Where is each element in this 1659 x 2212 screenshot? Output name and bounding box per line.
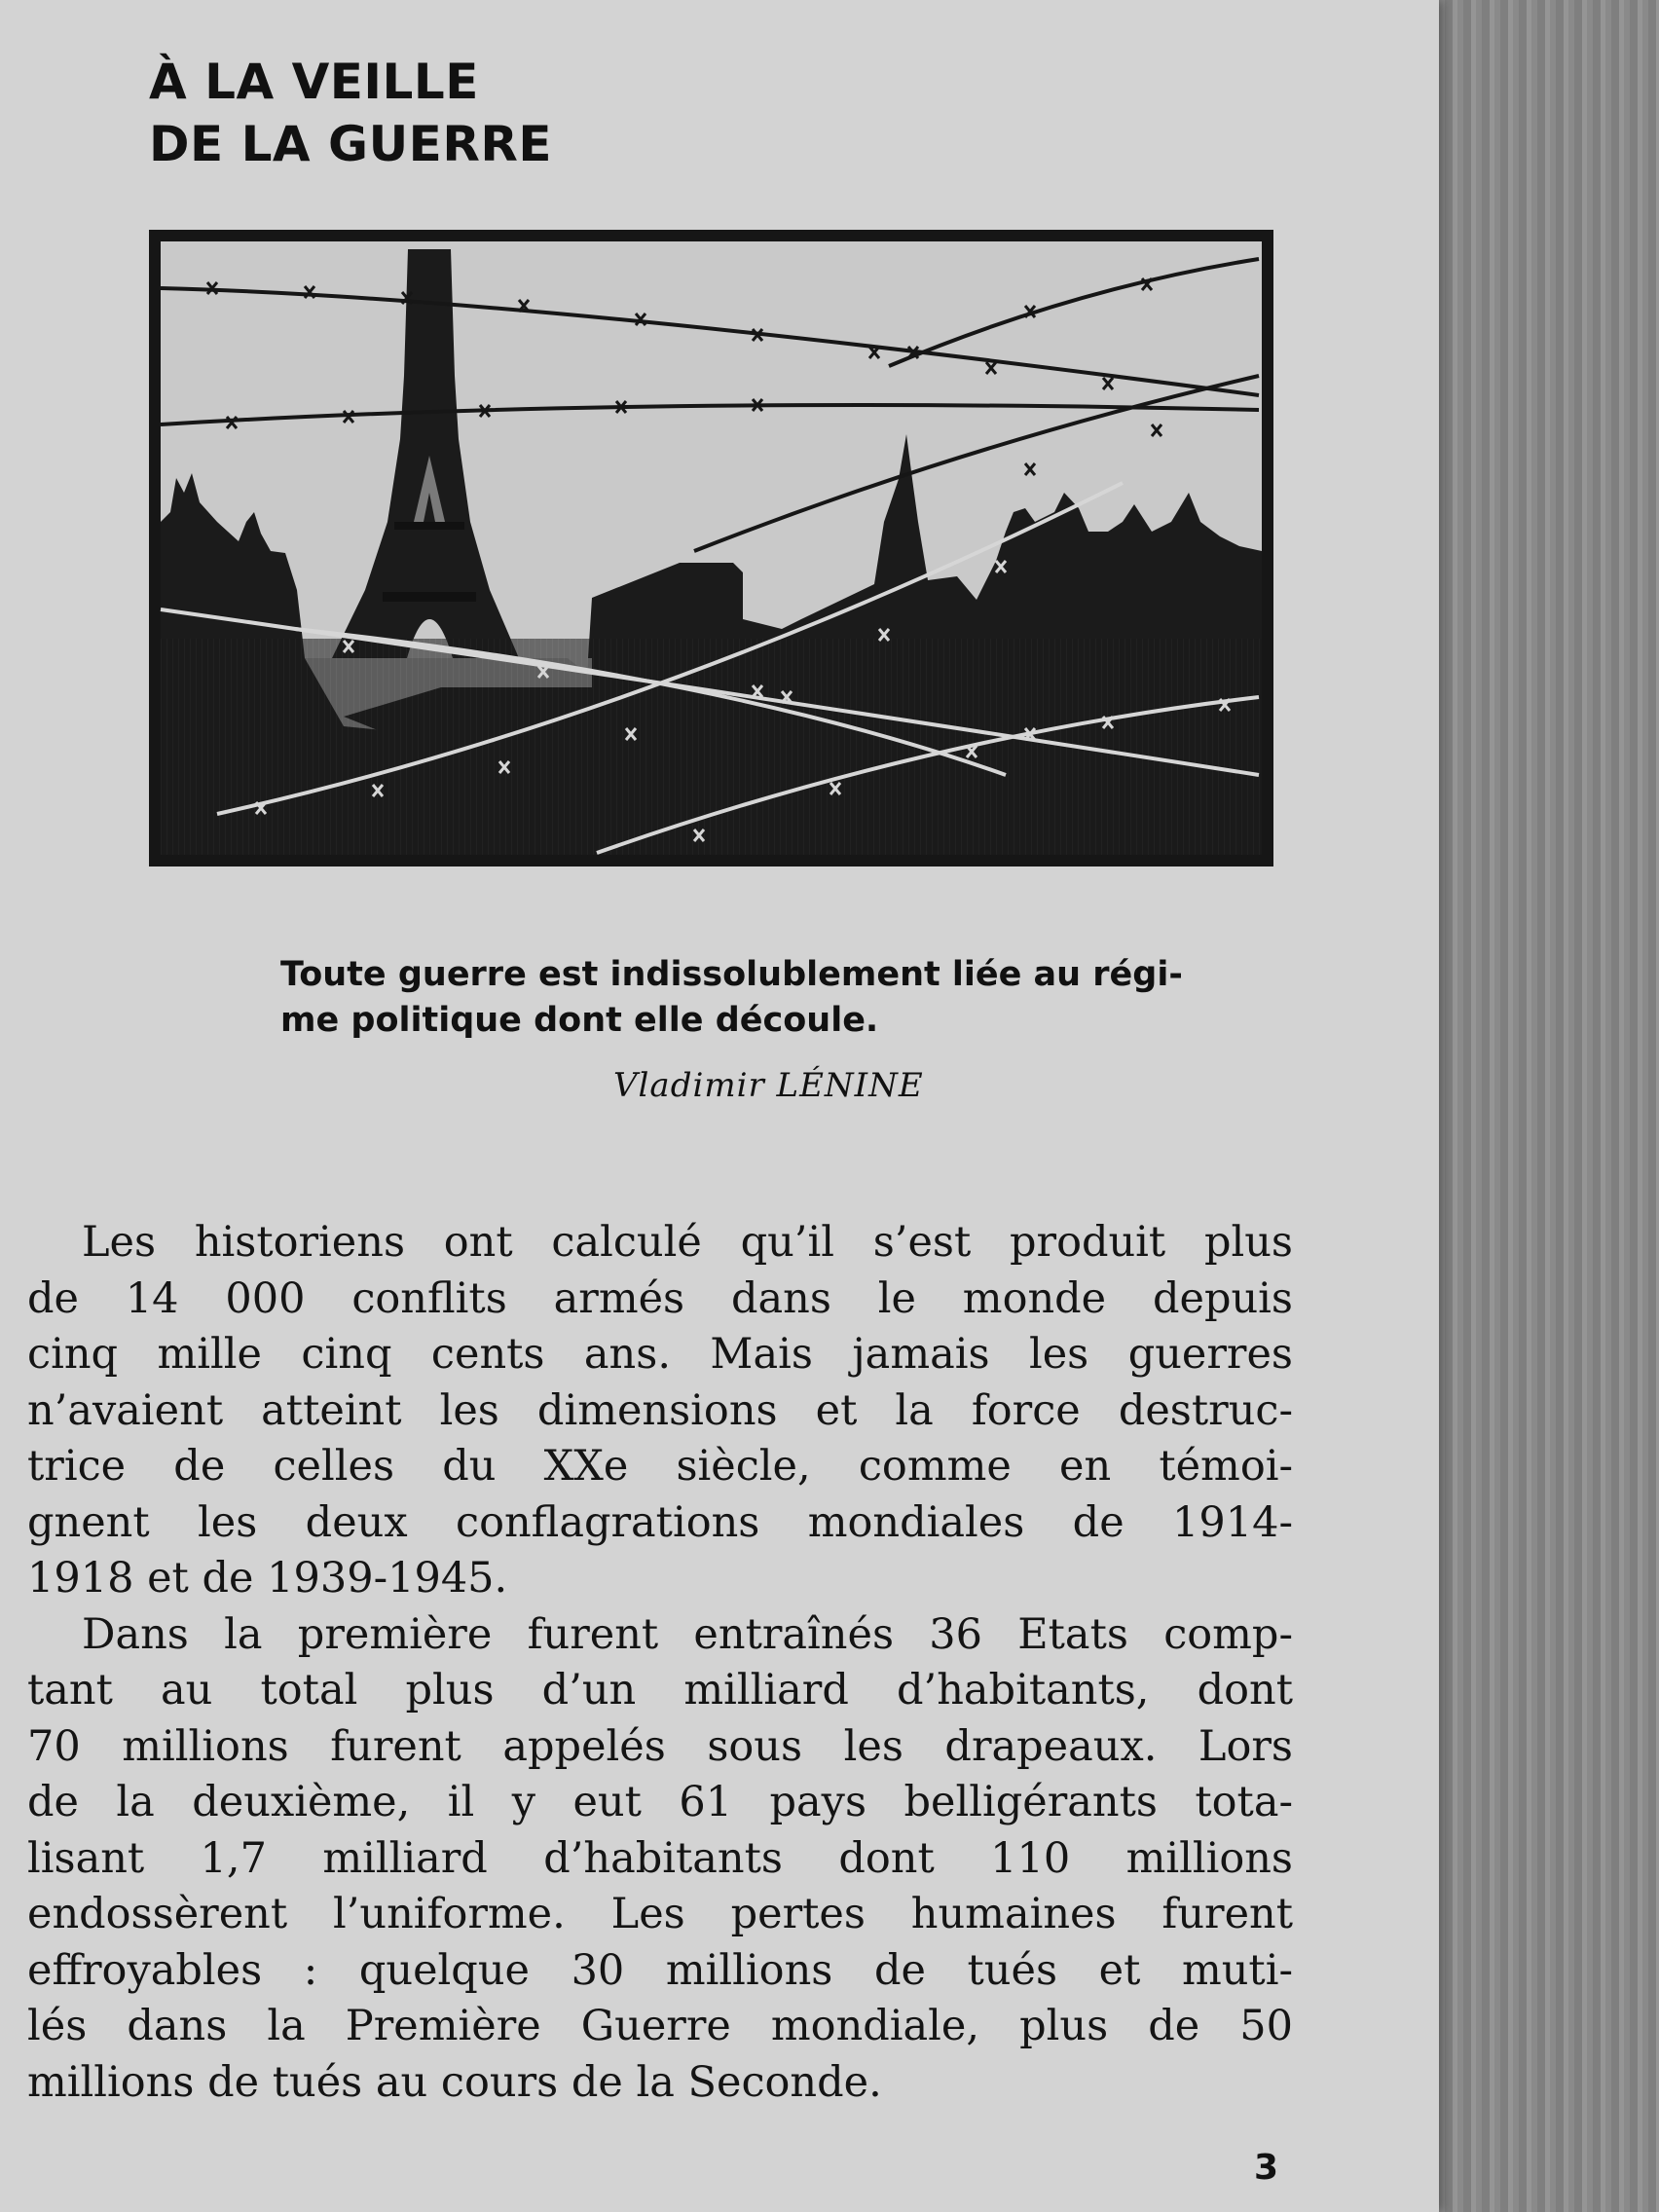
epigraph-author: Vladimir LÉNINE	[613, 1066, 924, 1105]
text-line: tant au total plus d’un milliard d’habitants, dont	[27, 1666, 1293, 1714]
text-line: de 14 000 conflits armés dans le monde depuis	[27, 1273, 1293, 1323]
paris-barbed-wire-woodcut	[149, 230, 1273, 866]
epigraph-quote	[280, 952, 1293, 1044]
woodcut-illustration	[149, 230, 1273, 866]
text-line: endossèrent l’uniforme. Les pertes humaines furent	[27, 1890, 1293, 1938]
chapter-title-line-2: DE LA GUERRE	[149, 116, 552, 172]
epigraph-line: me politique dont elle découle.	[280, 1001, 879, 1040]
text-line: gnent les deux conflagrations mondiales de 1914-	[27, 1497, 1293, 1547]
text-line: lés dans la Première Guerre mondiale, plus de 50	[27, 2002, 1293, 2050]
text-line: 1918 et de 1939-1945.	[27, 1554, 508, 1603]
body-text	[27, 1215, 1293, 2111]
page-number: 3	[1254, 2148, 1279, 2188]
book-binding-edge	[1439, 0, 1659, 2212]
text-line: trice de celles du XXe siècle, comme en témoi-	[27, 1442, 1293, 1491]
text-line: lisant 1,7 milliard d’habitants dont 110 millions	[27, 1833, 1293, 1883]
text-line: effroyables : quelque 30 millions de tués et muti-	[27, 1945, 1293, 1995]
text-line: 70 millions furent appelés sous les drapeaux. Lors	[27, 1721, 1293, 1771]
epigraph-line: Toute guerre est indissolublement liée au régi-	[280, 955, 1183, 994]
text-line: cinq mille cinq cents ans. Mais jamais les guerres	[27, 1330, 1293, 1379]
text-line: n’avaient atteint les dimensions et la force destruc-	[27, 1385, 1293, 1435]
paragraph-2	[27, 1607, 1293, 2112]
paragraph-1	[27, 1215, 1293, 1607]
text-line: millions de tués au cours de la Seconde.	[27, 2057, 882, 2107]
text-line: de la deuxième, il y eut 61 pays belligérants tota-	[27, 1778, 1293, 1826]
text-line: Les historiens ont calculé qu’il s’est produit plus	[82, 1218, 1293, 1267]
chapter-title	[149, 51, 552, 175]
text-line: Dans la première furent entraînés 36 Etats comp-	[82, 1609, 1293, 1659]
chapter-title-line-1: À LA VEILLE	[149, 54, 479, 110]
